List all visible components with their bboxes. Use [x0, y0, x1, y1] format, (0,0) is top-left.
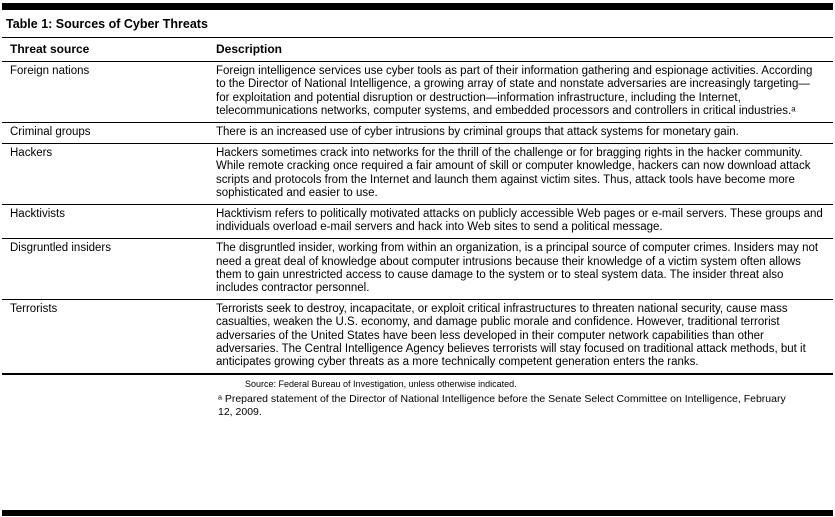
- table-row: [2, 62, 833, 122]
- threats-table: [2, 38, 833, 375]
- threat-source-cell: Foreign nations: [10, 65, 90, 78]
- description-cell: Hacktivism refers to politically motivated attacks on publicly accessible Web pages or e-mail servers. These groups and individuals overload e-mail servers and hack into Web sites to send a political message.: [216, 208, 823, 234]
- table-row: [2, 122, 833, 143]
- description-cell: Foreign intelligence services use cyber tools as part of their information gathering and espionage activities. According to the Director of National Intelligence, a growing array of state and nonstate adversaries are increasingly targeting—for exploitation and potential disruption or destruction—information infrastructure, including the Internet, telecommunications networks, computer systems, and embedded processors and controllers in critical industries.ᵃ: [216, 65, 813, 117]
- description-cell: There is an increased use of cyber intrusions by criminal groups that attack systems for monetary gain.: [216, 126, 739, 139]
- table-figure: [2, 12, 833, 419]
- column-header-threat-source: Threat source: [10, 42, 90, 56]
- threat-source-cell: Criminal groups: [10, 126, 91, 139]
- source-note: Source: Federal Bureau of Investigation, unless otherwise indicated.: [245, 379, 517, 390]
- table-row: [2, 299, 833, 373]
- column-header-description: Description: [216, 42, 283, 56]
- top-border-rule: [2, 3, 833, 10]
- table-title: Table 1: Sources of Cyber Threats: [2, 12, 833, 38]
- description-cell: Terrorists seek to destroy, incapacitate, or exploit critical infrastructures to threaten national security, cause mass casualties, weaken the U.S. economy, and damage public morale and confidence. However, traditional terrorist adversaries of the United States have been less developed in their computer network capabilities than other adversaries. The Central Intelligence Agency believes terrorists will stay focused on traditional attack methods, but it anticipates growing cyber threats as a more technically competent generation enters the ranks.: [216, 303, 806, 369]
- description-cell: The disgruntled insider, working from within an organization, is a principal source of computer crimes. Insiders may not need a great deal of knowledge about computer intrusions because their knowledge of a victim system often allows them to gain unrestricted access to cause damage to the system or to steal system data. The insider threat also includes contractor personnel.: [216, 242, 819, 295]
- description-cell: Hackers sometimes crack into networks for the thrill of the challenge or for bragging rights in the hacker community. While remote cracking once required a fair amount of skill or computer knowledge, hackers can now download attack scripts and protocols from the Internet and launch them against victim sites. Thus, attack tools have become more sophisticated and easier to use.: [216, 147, 811, 199]
- threat-source-cell: Hackers: [10, 147, 53, 160]
- threat-source-cell: Terrorists: [10, 303, 58, 316]
- table-row: [2, 238, 833, 299]
- footnote: ᵃ Prepared statement of the Director of National Intelligence before the Senate Select Committee on Intelligence, February 12, 2009.: [218, 393, 786, 419]
- threat-source-cell: Disgruntled insiders: [10, 242, 111, 255]
- table-row: [2, 204, 833, 238]
- bottom-border-rule: [2, 510, 833, 516]
- table-row: [2, 143, 833, 204]
- threat-source-cell: Hacktivists: [10, 208, 65, 221]
- table-header-row: [2, 38, 833, 62]
